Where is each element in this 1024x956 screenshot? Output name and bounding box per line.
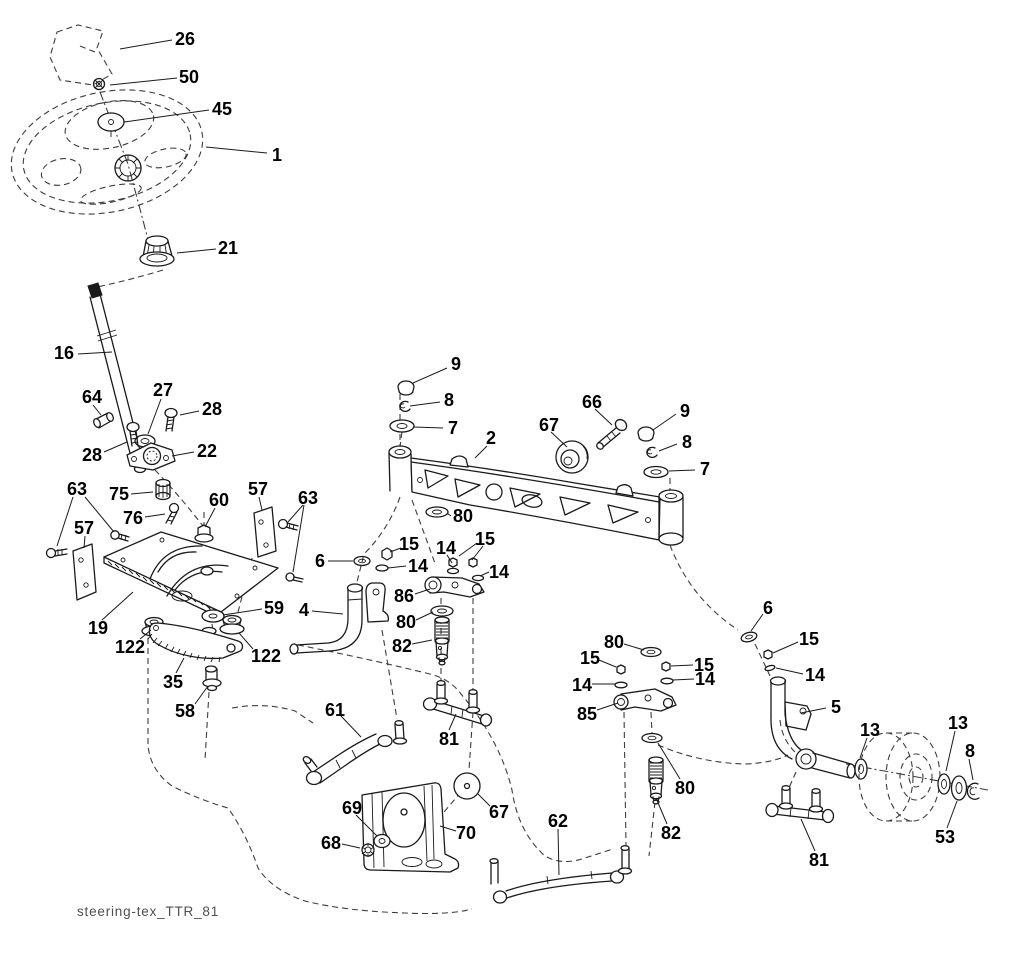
assembly-axis-lines	[97, 92, 988, 856]
callout-label-67: 67	[538, 415, 560, 435]
callout-label-5: 5	[830, 697, 842, 717]
part-washer-13-left	[855, 759, 867, 779]
leader-line-15	[671, 665, 693, 666]
leader-line-81	[449, 714, 456, 730]
part-clip-6-right	[740, 631, 758, 644]
part-shoulder-bolt-82-left	[435, 617, 449, 665]
leader-line-26	[120, 40, 172, 49]
leader-line-8	[659, 444, 677, 451]
leader-line-53	[947, 801, 957, 828]
callout-label-4: 4	[298, 600, 310, 620]
callout-label-67: 67	[488, 802, 510, 822]
callout-label-2: 2	[485, 428, 497, 448]
part-washer-13-right	[938, 774, 950, 794]
callout-label-122: 122	[114, 637, 146, 657]
part-bracket-57-right	[254, 507, 276, 557]
part-washer-7-left	[390, 420, 414, 432]
part-friction-washer-67	[454, 773, 480, 799]
callout-label-27: 27	[152, 380, 174, 400]
callout-label-14: 14	[488, 562, 510, 582]
part-spindle-5	[771, 677, 856, 778]
part-steering-wheel-spline-bore	[115, 155, 141, 181]
callout-label-57: 57	[247, 479, 269, 499]
callout-label-69: 69	[341, 798, 363, 818]
part-bearing-housing-22	[127, 443, 175, 470]
part-spline-bushing-75	[156, 480, 170, 500]
leader-line-4	[312, 611, 343, 614]
callout-label-15: 15	[693, 655, 715, 675]
callout-label-14: 14	[804, 665, 826, 685]
part-cap-washer-45	[98, 113, 124, 137]
leader-line-21	[177, 249, 216, 253]
leader-line-75	[131, 492, 153, 494]
part-washer-14-right-of-86	[473, 575, 484, 580]
part-bolt-63-left-inner	[111, 531, 129, 541]
part-washer-14-mid	[448, 568, 459, 573]
callout-label-14: 14	[571, 675, 593, 695]
callout-label-13: 13	[859, 720, 881, 740]
callout-label-64: 64	[81, 387, 103, 407]
part-shoulder-bolt-58	[203, 666, 221, 691]
part-bolt-66	[595, 417, 628, 450]
leader-line-1	[206, 147, 267, 153]
leader-line-22	[172, 452, 194, 456]
callout-label-8: 8	[681, 432, 693, 452]
part-washer-80-top	[426, 507, 448, 517]
callout-label-63: 63	[66, 479, 88, 499]
part-steering-boot-21	[140, 236, 174, 266]
frame-outline-dashed	[148, 618, 788, 914]
leader-line-59	[223, 609, 262, 615]
leader-line-58	[195, 686, 208, 704]
callout-label-15: 15	[798, 629, 820, 649]
callout-label-53: 53	[934, 827, 956, 847]
callout-label-15: 15	[474, 529, 496, 549]
part-e-clip-8	[967, 783, 979, 799]
part-bolt-28-right	[165, 409, 177, 432]
part-sector-arm-85	[614, 689, 676, 711]
leader-line-13	[946, 731, 955, 771]
part-cap-nut-9-right	[638, 427, 654, 441]
leader-line-15	[773, 642, 798, 653]
callout-label-75: 75	[108, 484, 130, 504]
leader-line-9	[413, 368, 447, 383]
part-steering-plate-19	[104, 532, 278, 618]
callout-labels	[54, 29, 975, 870]
leader-line-82	[656, 798, 667, 824]
callout-label-28: 28	[81, 445, 103, 465]
leader-line-14	[388, 566, 406, 568]
part-bolt-28-left	[127, 423, 139, 447]
part-bracket-57-left	[73, 544, 96, 600]
callout-label-8: 8	[443, 390, 455, 410]
callout-label-16: 16	[53, 343, 75, 363]
leader-line-14	[673, 679, 694, 680]
leader-line-8	[969, 759, 973, 780]
part-push-nut-68	[362, 843, 374, 857]
callout-label-6: 6	[314, 551, 326, 571]
part-locknut-15-85-right	[662, 662, 670, 671]
part-roll-pin-64	[92, 412, 114, 429]
callout-label-80: 80	[452, 506, 474, 526]
part-drag-link-62	[490, 846, 632, 903]
callout-label-57: 57	[73, 518, 95, 538]
callout-label-14: 14	[407, 556, 429, 576]
part-flange-bushing-67	[556, 441, 588, 473]
part-washer-14-85-right	[661, 678, 673, 684]
callout-label-21: 21	[217, 238, 239, 258]
part-clip-8-left	[400, 401, 410, 411]
leader-line-15	[599, 660, 616, 667]
leader-line-45	[124, 110, 209, 122]
leader-line-76	[145, 514, 165, 517]
part-flange-nut-60	[195, 525, 213, 542]
callout-label-9: 9	[450, 354, 462, 374]
part-dash-insert	[50, 25, 112, 85]
leader-line-7	[414, 427, 443, 428]
part-washer-7-right	[644, 467, 668, 478]
leader-line-7	[669, 470, 695, 471]
callout-label-62: 62	[547, 811, 569, 831]
leader-line-62	[558, 829, 559, 875]
callout-label-14: 14	[694, 669, 716, 689]
callout-label-14: 14	[435, 538, 457, 558]
callout-label-7: 7	[699, 459, 711, 479]
part-washer-14-right	[765, 664, 776, 671]
callout-label-80: 80	[395, 612, 417, 632]
callout-label-15: 15	[579, 648, 601, 668]
part-tie-rod-81-center	[424, 681, 492, 726]
part-bolt-76	[166, 504, 179, 525]
part-clip-8-right	[647, 447, 657, 457]
callout-label-80: 80	[603, 632, 625, 652]
callout-label-58: 58	[174, 701, 196, 721]
callout-label-45: 45	[211, 99, 233, 119]
part-washer-69	[374, 835, 390, 848]
leader-line-82	[412, 640, 432, 644]
callout-label-82: 82	[660, 823, 682, 843]
callout-label-81: 81	[438, 729, 460, 749]
part-washer-80-mid	[431, 606, 453, 616]
leader-line-80	[447, 513, 451, 516]
leader-line-63	[57, 497, 73, 546]
callout-label-28: 28	[201, 399, 223, 419]
callout-label-22: 22	[196, 441, 218, 461]
leader-line-80	[624, 644, 644, 650]
leader-line-68	[342, 844, 360, 848]
part-washer-80-right-bottom	[642, 734, 662, 743]
callout-label-50: 50	[178, 67, 200, 87]
part-locknut-15-right	[764, 650, 772, 659]
callout-label-13: 13	[947, 713, 969, 733]
leader-line-28	[180, 411, 199, 415]
leader-line-81	[801, 819, 815, 851]
callout-label-86: 86	[393, 586, 415, 606]
leader-line-9	[653, 414, 676, 430]
callout-label-26: 26	[174, 29, 196, 49]
part-bushing-122-right	[220, 616, 244, 635]
leader-line-80	[416, 612, 433, 620]
part-tie-rod-81-right	[766, 786, 834, 823]
callout-label-66: 66	[581, 392, 603, 412]
part-washer-14-85-left	[615, 682, 627, 688]
leader-line-27	[148, 399, 161, 434]
part-cap-nut-9-left	[398, 381, 414, 395]
leader-line-60	[205, 508, 215, 527]
callout-label-68: 68	[320, 833, 342, 853]
part-bolt-63-left	[47, 549, 68, 558]
callout-label-76: 76	[122, 508, 144, 528]
part-steering-wheel	[0, 73, 214, 231]
callout-label-122: 122	[250, 646, 282, 666]
part-front-wheel	[859, 733, 940, 821]
callout-label-7: 7	[447, 418, 459, 438]
part-locknut-15-85-left	[617, 665, 625, 674]
part-spindle-yoke-left	[366, 583, 388, 622]
callout-label-1: 1	[271, 145, 283, 165]
callout-label-85: 85	[576, 704, 598, 724]
callout-label-8: 8	[964, 741, 976, 761]
watermark-text: steering-tex_TTR_81	[77, 904, 220, 919]
callout-label-80: 80	[674, 778, 696, 798]
leader-line-14	[776, 668, 803, 674]
part-shoulder-bolt-82-right	[649, 757, 663, 804]
leader-line-35	[176, 658, 184, 673]
callout-label-15: 15	[398, 534, 420, 554]
leader-line-14	[480, 572, 489, 576]
callout-label-60: 60	[208, 490, 230, 510]
part-locknut-15-left	[382, 548, 392, 560]
callout-label-82: 82	[391, 636, 413, 656]
leader-line-8	[410, 402, 440, 406]
callout-label-19: 19	[87, 618, 109, 638]
part-bolt-63-right-lower	[286, 573, 303, 582]
callout-label-6: 6	[762, 598, 774, 618]
callout-label-35: 35	[162, 672, 184, 692]
leader-line-6	[751, 614, 763, 631]
part-washer-53	[952, 776, 967, 800]
part-washer-14-left	[376, 565, 388, 571]
part-washer-80-right-top	[641, 648, 661, 657]
callout-label-59: 59	[263, 598, 285, 618]
callout-label-70: 70	[455, 823, 477, 843]
callout-label-63: 63	[297, 488, 319, 508]
leader-line-28	[104, 442, 127, 452]
leader-line-16	[78, 352, 112, 354]
callout-label-61: 61	[324, 700, 346, 720]
callout-label-9: 9	[679, 401, 691, 421]
callout-label-81: 81	[808, 850, 830, 870]
leader-line-19	[102, 592, 133, 620]
part-axle-beam-2	[389, 446, 683, 545]
leader-line-50	[110, 78, 177, 85]
